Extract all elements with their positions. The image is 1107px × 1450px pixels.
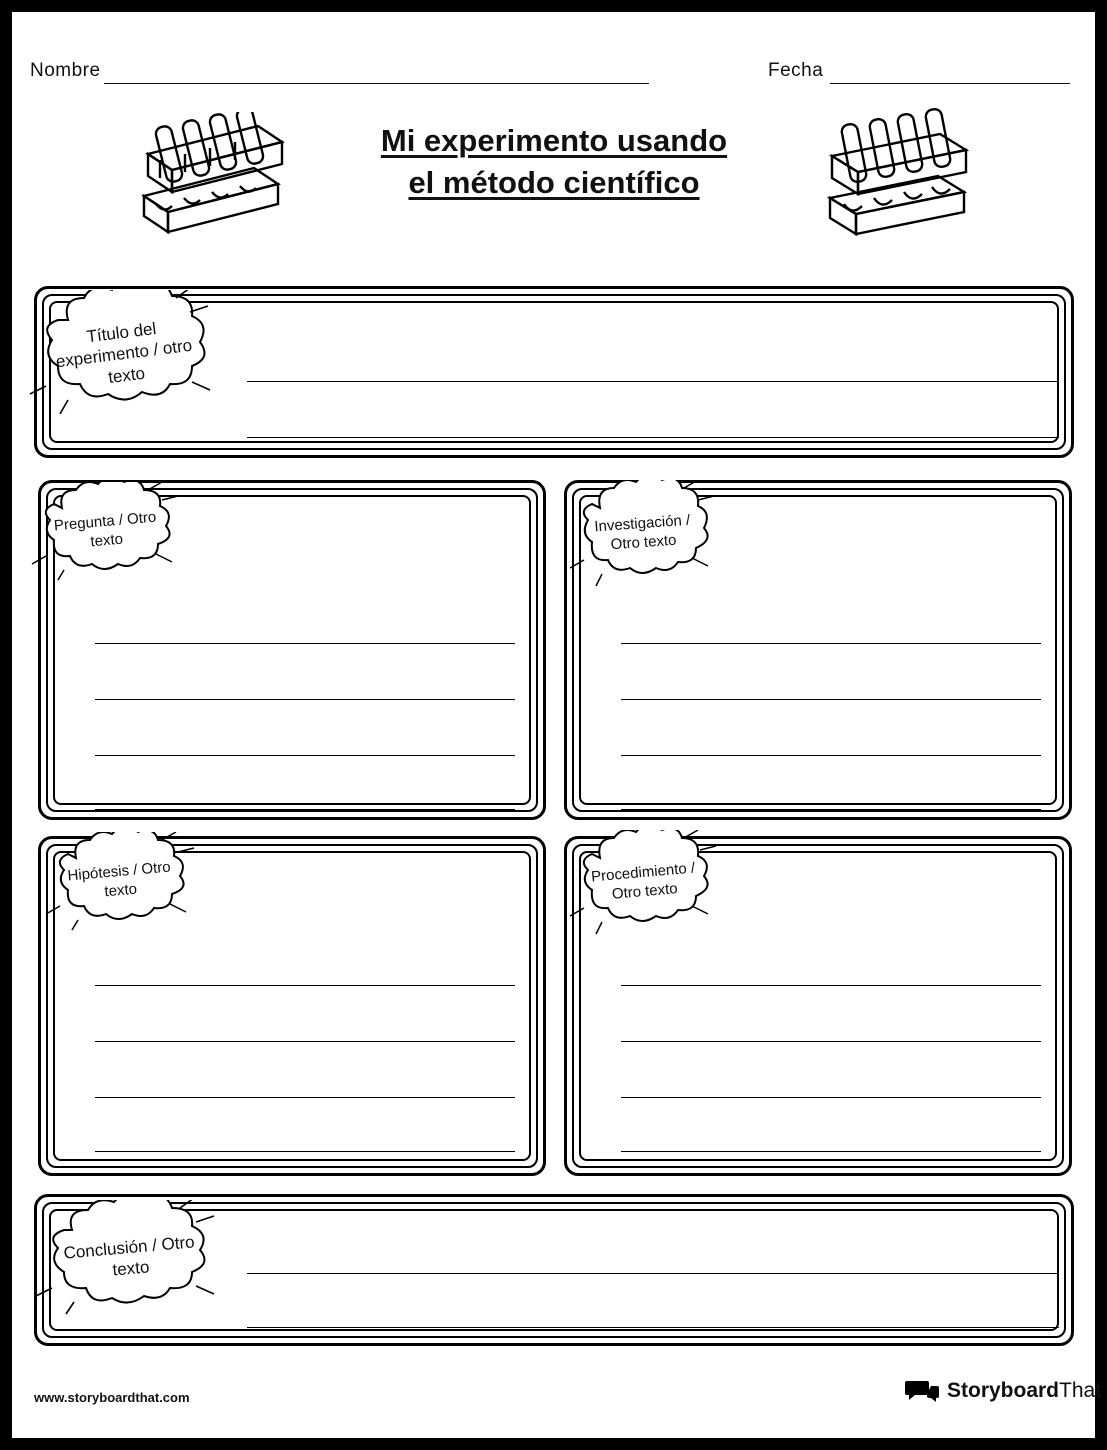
- cloud-label-procedimiento-text: Procedimiento / Otro texto: [590, 859, 696, 903]
- cloud-label-investigacion-text: Investigación / Otro texto: [593, 511, 691, 554]
- brand-text: [947, 1379, 1101, 1403]
- page-title-line1: Mi experimento usando: [380, 123, 728, 158]
- cloud-label-procedimiento: [568, 830, 720, 936]
- worksheet-header: [12, 50, 1095, 90]
- cloud-label-conclusion-text: Conclusión / Otro texto: [62, 1232, 196, 1280]
- name-input-rule[interactable]: [104, 83, 649, 84]
- cloud-label-conclusion: [30, 1200, 230, 1316]
- page-title-line2: el método científico: [408, 164, 700, 200]
- date-label: Fecha: [768, 60, 824, 81]
- speech-bubble-icon: [905, 1378, 939, 1404]
- footer-url[interactable]: www.storyboardthat.com: [34, 1390, 190, 1405]
- test-tube-rack-icon-right: [820, 108, 985, 243]
- cloud-label-investigacion: [568, 480, 718, 588]
- cloud-label-pregunta: [30, 482, 182, 582]
- brand-text-second: That: [1059, 1379, 1102, 1402]
- test-tube-rack-icon-left: [130, 112, 300, 242]
- cloud-label-hipotesis-text: Hipótesis / Otro texto: [66, 858, 172, 901]
- cloud-label-hipotesis: [44, 832, 196, 932]
- brand-logo[interactable]: [905, 1378, 1101, 1404]
- page-title: [312, 120, 796, 204]
- cloud-label-titulo-text: Título del experimento / otro texto: [54, 319, 194, 387]
- brand-text-first: Storyboard: [947, 1379, 1060, 1402]
- date-input-rule[interactable]: [830, 83, 1070, 84]
- cloud-label-pregunta-text: Pregunta / Otro texto: [53, 508, 157, 551]
- name-label: Nombre: [30, 60, 101, 81]
- cloud-label-titulo: [24, 290, 224, 418]
- worksheet-page: [12, 12, 1102, 1438]
